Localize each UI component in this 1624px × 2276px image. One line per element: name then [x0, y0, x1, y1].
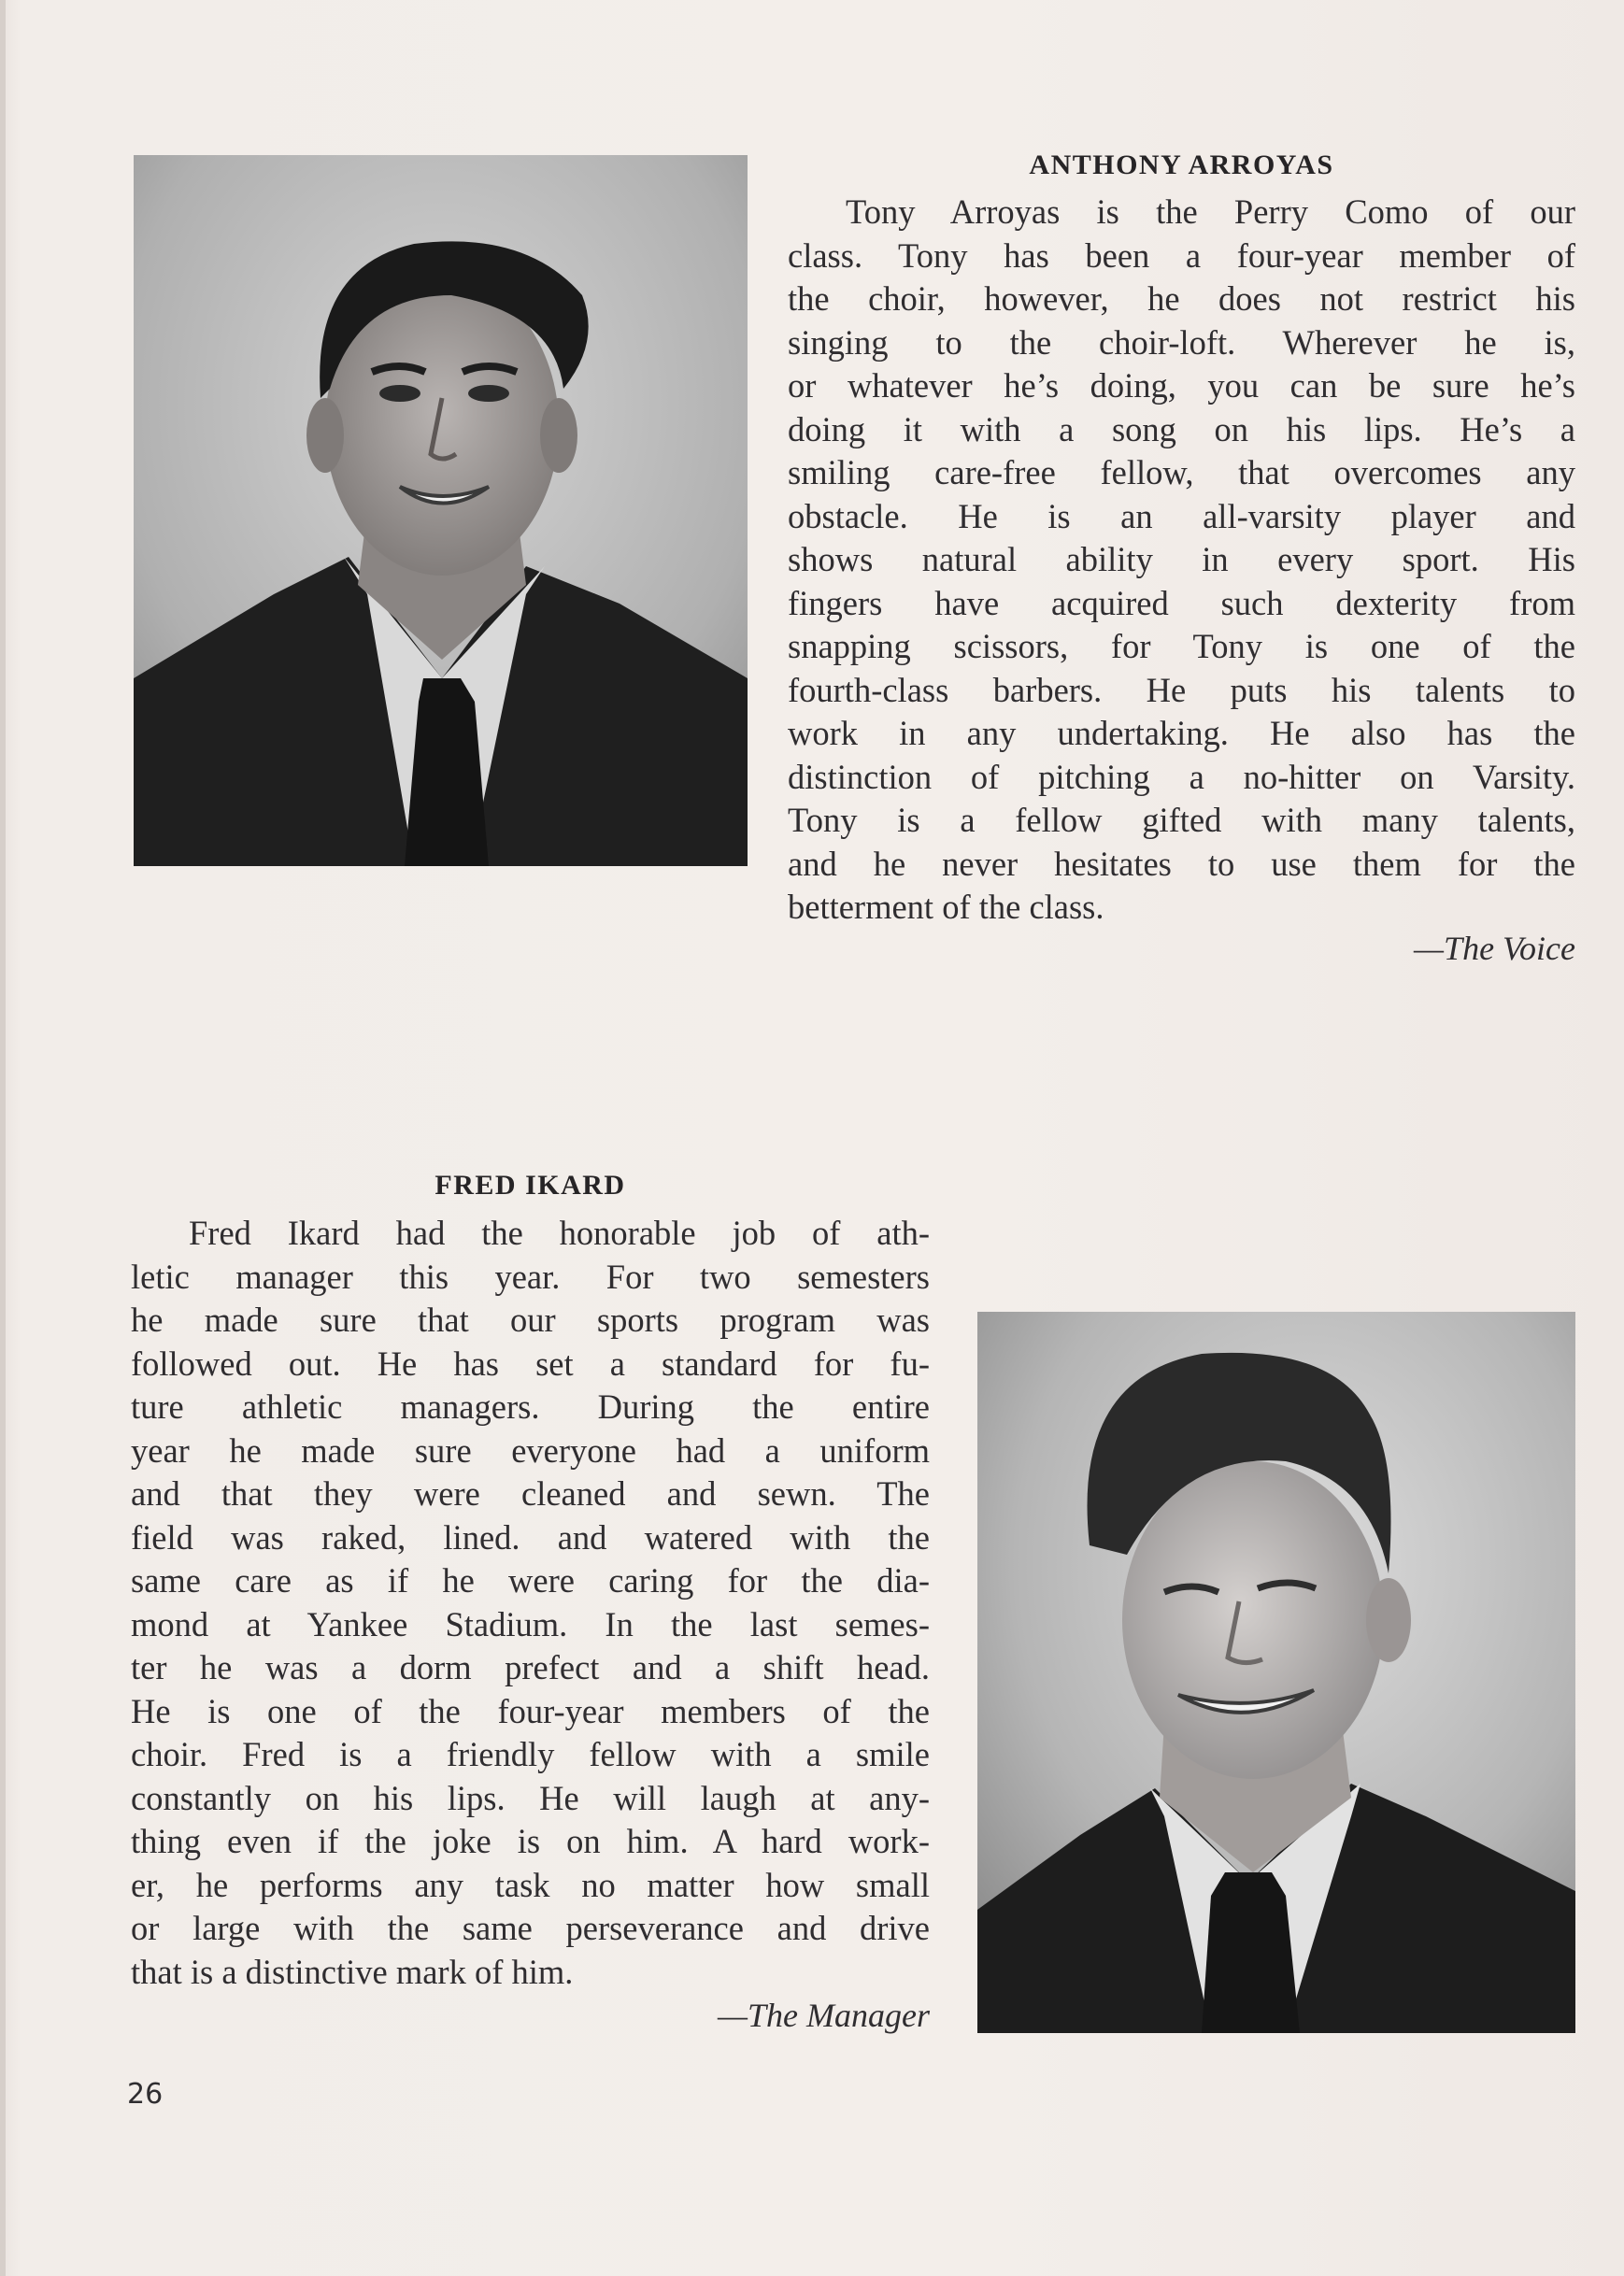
bio-line: he made sure that our sports program was — [131, 1301, 930, 1339]
bio-line: betterment of the class. — [788, 888, 1104, 926]
bio-line: shows natural ability in every sport. His — [788, 540, 1575, 578]
bio-line: followed out. He has set a standard for fu- — [131, 1344, 930, 1383]
bio-line: mond at Yankee Stadium. In the last semes- — [131, 1604, 930, 1643]
bio-line: smiling care-free fellow, that overcomes any — [788, 453, 1575, 491]
bio-line: fourth-class barbers. He puts his talents to — [788, 670, 1575, 709]
bio-line: or whatever he’s doing, you can be sure he’s — [788, 366, 1575, 405]
bio-line: obstacle. He is an all-varsity player and — [788, 496, 1575, 535]
bio-line: doing it with a song on his lips. He’s a — [788, 409, 1575, 448]
bio-line: constantly on his lips. He will laugh at any- — [131, 1778, 930, 1817]
bio-line: ture athletic managers. During the entire — [131, 1387, 930, 1426]
bio-line: that is a distinctive mark of him. — [131, 1952, 574, 1991]
bio-line: field was raked, lined. and watered with the — [131, 1517, 930, 1557]
bio-line: letic manager this year. For two semesters — [131, 1257, 930, 1296]
profile-bio-text — [788, 191, 1575, 930]
profile-name-heading: ANTHONY ARROYAS — [1029, 149, 1334, 180]
page-binding-edge — [0, 0, 6, 2276]
bio-line: or large with the same perseverance and drive — [131, 1909, 930, 1947]
bio-line: class. Tony has been a four-year member of — [788, 235, 1575, 275]
bio-line: er, he performs any task no matter how small — [131, 1865, 930, 1904]
bio-line: and that they were cleaned and sewn. The — [131, 1474, 930, 1513]
bio-line: same care as if he were caring for the dia- — [131, 1561, 930, 1600]
bio-line: Fred Ikard had the honorable job of ath- — [189, 1214, 930, 1252]
bio-line: choir. Fred is a friendly fellow with a smile — [131, 1735, 930, 1773]
portrait-photo-fred-ikard — [977, 1312, 1575, 2033]
bio-line: distinction of pitching a no-hitter on Varsity. — [788, 757, 1575, 796]
profile-name-heading: FRED IKARD — [434, 1170, 626, 1201]
bio-line: ter he was a dorm prefect and a shift head. — [131, 1648, 930, 1686]
profile-signature: —The Voice — [1414, 930, 1575, 967]
bio-line: singing to the choir-loft. Wherever he is, — [788, 322, 1575, 362]
bio-line: snapping scissors, for Tony is one of the — [788, 627, 1575, 665]
bio-line: and he never hesitates to use them for the — [788, 844, 1575, 883]
portrait-illustration — [134, 155, 748, 866]
bio-line: Tony is a fellow gifted with many talents, — [788, 801, 1575, 839]
profile-signature: —The Manager — [718, 1997, 930, 2034]
bio-line: thing even if the joke is on him. A hard work- — [131, 1822, 930, 1860]
bio-line: the choir, however, he does not restrict his — [788, 279, 1575, 318]
profile-bio-text — [131, 1212, 930, 1994]
portrait-illustration — [977, 1312, 1575, 2033]
portrait-photo-anthony-arroyas — [134, 155, 748, 866]
bio-line: work in any undertaking. He also has the — [788, 714, 1575, 752]
bio-line: year he made sure everyone had a uniform — [131, 1430, 930, 1470]
page-number: 26 — [127, 2078, 164, 2111]
bio-line: fingers have acquired such dexterity from — [788, 583, 1575, 622]
bio-line: He is one of the four-year members of the — [131, 1691, 930, 1730]
bio-line: Tony Arroyas is the Perry Como of our — [846, 192, 1575, 231]
